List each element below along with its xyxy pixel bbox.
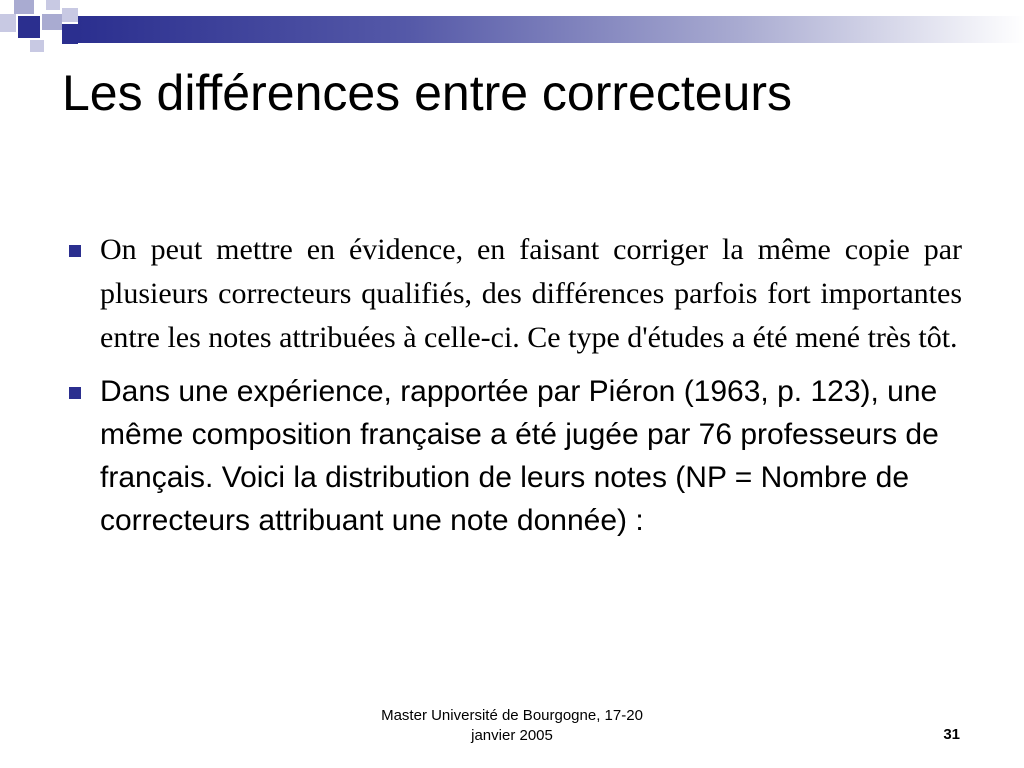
bullet-text: Dans une expérience, rapportée par Piéron (1963, p. 123), une même composition française a été jugée par 76 professeurs de français. Voici la distribution de leurs notes (NP = Nombre de correcteurs attribuant une note donnée) : [100,375,939,537]
header-decoration [0,0,1024,60]
bullet-text: On peut mettre en évidence, en faisant corriger la même copie par plusieurs correcteurs qualifiés, des différences parfois fort importantes entre les notes attribuées à celle-ci. Ce type d'études a été mené très tôt. [100,233,962,354]
deco-square [62,24,78,44]
deco-square [42,14,62,30]
page-number: 31 [943,726,960,743]
bullet-list [62,228,962,542]
square-bullet-icon [69,387,81,399]
bullet-item [62,370,962,542]
deco-square [62,8,78,22]
square-bullet-icon [69,245,81,257]
deco-square [46,0,60,10]
footer-text [352,706,672,746]
footer-line: janvier 2005 [471,727,553,744]
slide-title: Les différences entre correcteurs [62,65,793,121]
footer-line: Master Université de Bourgogne, 17-20 [381,707,643,724]
header-gradient-bar [78,16,1024,43]
deco-square [0,14,16,32]
bullet-item [62,228,962,360]
deco-square [18,16,40,38]
deco-square [14,0,34,14]
deco-square [30,40,44,52]
